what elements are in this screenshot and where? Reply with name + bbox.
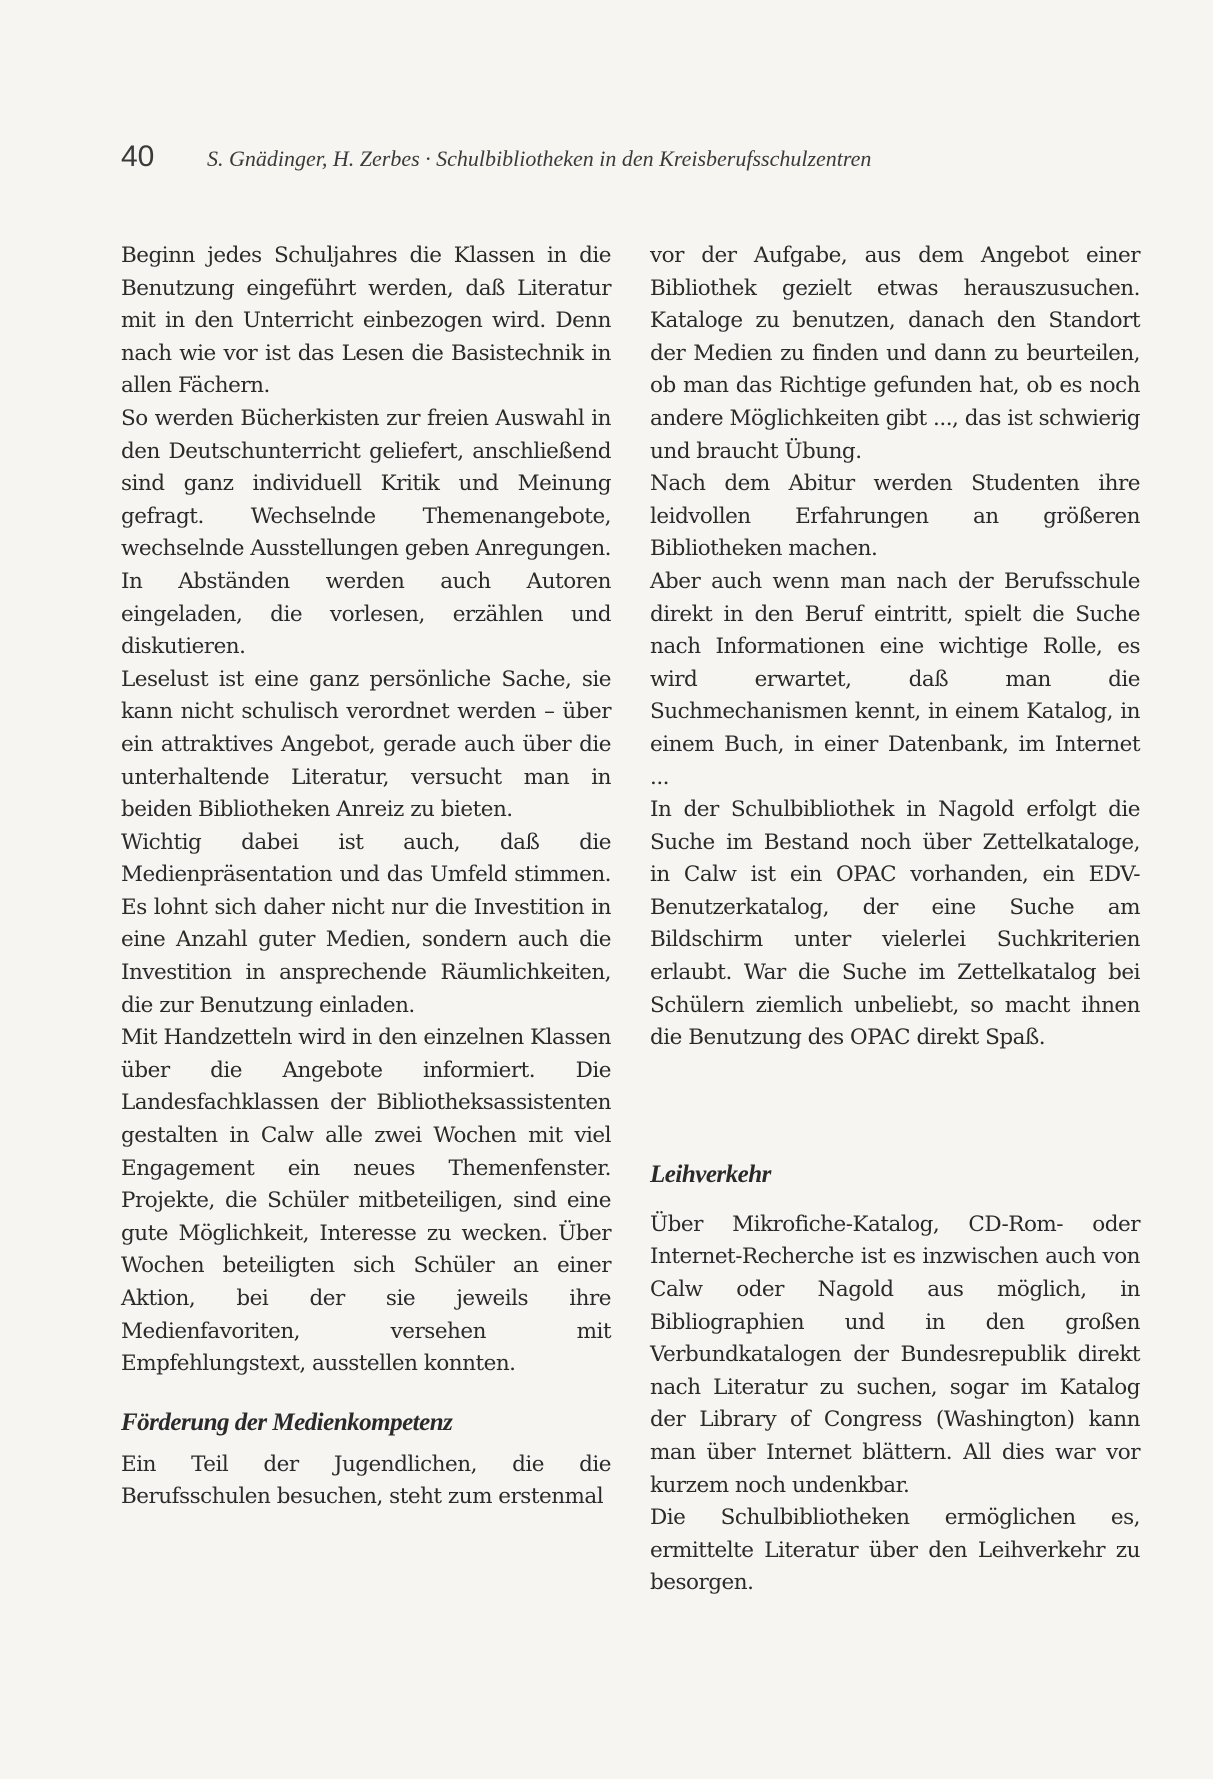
page-number: 40 [121, 140, 155, 173]
running-title: S. Gnädinger, H. Zerbes · Schulbibliotheken in den Kreisberufsschulzentren [207, 146, 872, 171]
paragraph: In der Schulbibliothek in Nagold erfolgt die Suche im Bestand noch über Zettelkataloge, in Calw ist ein OPAC vorhanden, ein EDV-Benutzerkatalog, der eine Suche am Bildschirm unter vielerlei Suchkriterien erlaubt. War die Suche im Zettelkatalog bei Schülern ziemlich unbeliebt, so macht ihnen die Benutzung des OPAC direkt Spaß. [650, 797, 1140, 1051]
paragraph: So werden Bücherkisten zur freien Auswahl in den Deutschunterricht geliefert, anschließend sind ganz individuell Kritik und Meinung gefragt. Wechselnde Themenangebote, wechselnde Ausstellungen geben Anregungen. In Abständen werden auch Autoren eingeladen, die vorlesen, erzählen und diskutieren. [121, 405, 611, 660]
section-heading: Förderung der Medienkompetenz [121, 1408, 453, 1436]
right-column [650, 240, 1140, 1600]
paragraph: vor der Aufgabe, aus dem Angebot einer Bibliothek gezielt etwas herauszusuchen. Kataloge zu benutzen, danach den Standort der Medien zu finden und dann zu beurteilen, ob man das Richtige gefunden hat, ob es noch andere Möglichkeiten gibt ..., das ist schwierig und braucht Übung. [650, 243, 1140, 464]
paragraph: Aber auch wenn man nach der Berufsschule direkt in den Beruf eintritt, spielt die Suche nach Informationen eine wichtige Rolle, es wird erwartet, daß man die Suchmechanismen kennt, in einem Katalog, in einem Buch, in einer Datenbank, im Internet ... [650, 568, 1140, 790]
paragraph: Wichtig dabei ist auch, daß die Medienpräsentation und das Umfeld stimmen. Es lohnt sich daher nicht nur die Investition in eine Anzahl guter Medien, sondern auch die Investition in ansprechende Räumlichkeiten, die zur Benutzung einladen. [121, 829, 611, 1018]
section-heading: Leihverkehr [650, 1160, 771, 1188]
paragraph: Ein Teil der Jugendlichen, die die Berufsschulen besuchen, steht zum erstenmal [121, 1451, 611, 1510]
paragraph: Über Mikrofiche-Katalog, CD-Rom- oder Internet-Recherche ist es inzwischen auch von Calw oder Nagold aus möglich, in Bibliographien und in den großen Verbundkatalogen der Bundesrepublik direkt nach Literatur zu suchen, sogar im Katalog der Library of Congress (Washington) kann man über Internet blättern. All dies war vor kurzem noch undenkbar. [650, 1211, 1140, 1498]
paragraph: Die Schulbibliotheken ermöglichen es, ermittelte Literatur über den Leihverkehr zu besorgen. [650, 1505, 1140, 1596]
page-header [121, 140, 1081, 180]
paragraph: Beginn jedes Schuljahres die Klassen in die Benutzung eingeführt werden, daß Literatur mit in den Unterricht einbezogen wird. Denn nach wie vor ist das Lesen die Basistechnik in allen Fächern. [121, 243, 611, 399]
left-column [121, 240, 611, 1514]
paragraph: Leselust ist eine ganz persönliche Sache, sie kann nicht schulisch verordnet werden – über ein attraktives Angebot, gerade auch über die unterhaltende Literatur, versucht man in beiden Bibliotheken Anreiz zu bieten. [121, 666, 611, 823]
paragraph: Mit Handzetteln wird in den einzelnen Klassen über die Angebote informiert. Die Landesfachklassen der Bibliotheksassistenten gestalten in Calw alle zwei Wochen mit viel Engagement ein neues Themenfenster. Projekte, die Schüler mitbeteiligen, sind eine gute Möglichkeit, Interesse zu wecken. Über Wochen beteiligten sich Schüler an einer Aktion, bei der sie jeweils ihre Medienfavoriten, versehen mit Empfehlungstext, ausstellen konnten. [121, 1025, 611, 1377]
paragraph: Nach dem Abitur werden Studenten ihre leidvollen Erfahrungen an größeren Bibliotheken machen. [650, 471, 1140, 562]
